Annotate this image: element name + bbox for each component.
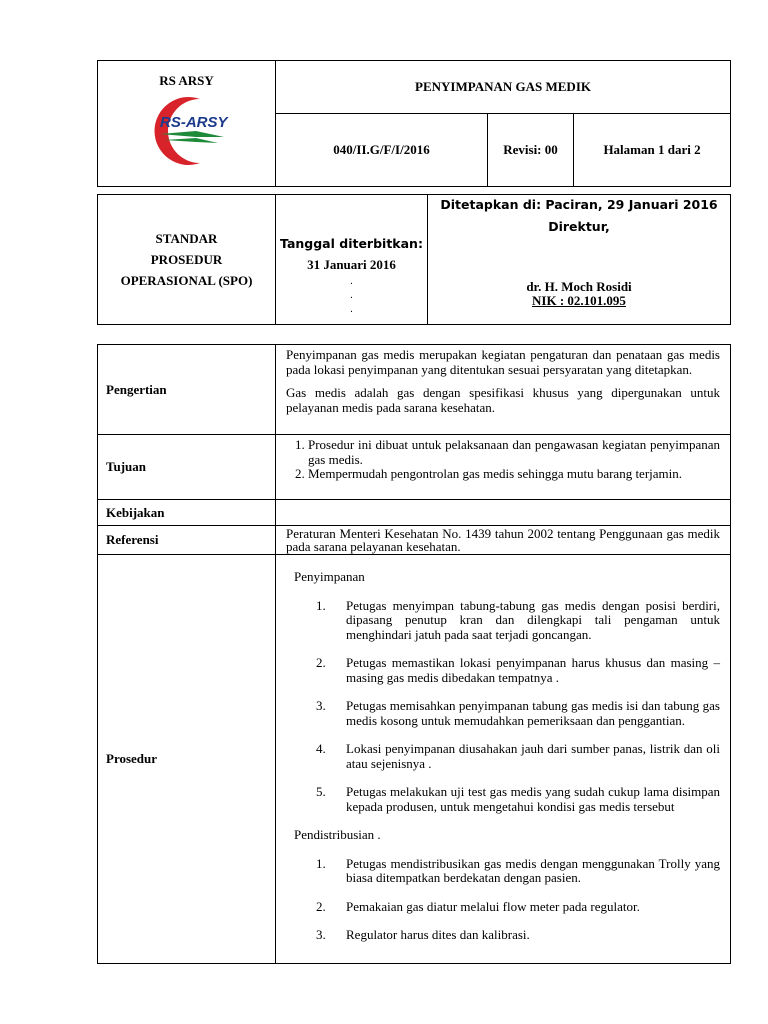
page-number: Halaman 1 dari 2	[574, 114, 731, 187]
pengertian-p1: Penyimpanan gas medis merupakan kegiatan pengaturan dan penataan gas medis pada lokasi penyimpanan yang ditentukan sesuai persyaratan yang ditetapkan.	[286, 347, 720, 377]
header-table	[97, 60, 731, 187]
label-kebijakan: Kebijakan	[98, 500, 276, 526]
label-tujuan: Tujuan	[98, 435, 276, 500]
issued-dot-3: .	[350, 304, 353, 315]
revision: Revisi: 00	[488, 114, 574, 187]
hospital-logo	[138, 93, 236, 169]
kebijakan-content	[276, 500, 731, 526]
storage-item-5: 5. Petugas melakukan uji test gas medis yang sudah cukup lama disimpan kepada produsen, untuk mengetahui kondisi gas medis tersebut	[316, 784, 720, 814]
logo-text: RS-ARSY	[159, 114, 228, 131]
distribution-item-3: 3. Regulator harus dites dan kalibrasi.	[316, 927, 530, 942]
content-table	[97, 344, 731, 964]
label-prosedur: Prosedur	[98, 555, 276, 964]
spo-line-3: OPERASIONAL (SPO)	[120, 273, 253, 288]
tujuan-item-1: 1. Prosedur ini dibuat untuk pelaksanaan dan pengawasan kegiatan penyimpanan gas medis.	[308, 438, 720, 467]
document-title: PENYIMPANAN GAS MEDIK	[276, 61, 731, 114]
label-pengertian: Pengertian	[98, 345, 276, 435]
issued-dot-2: .	[350, 290, 353, 301]
established-text: Ditetapkan di: Paciran, 29 Januari 2016	[440, 197, 718, 212]
tujuan-item-2: 2. Mempermudah pengontrolan gas medis sehingga mutu barang terjamin.	[308, 467, 720, 482]
row-pengertian	[98, 345, 731, 435]
storage-item-3: 3. Petugas memisahkan penyimpanan tabung gas medis isi dan tabung gas medis kosong untuk memudahkan pemeriksaan dan penggantian.	[316, 698, 720, 728]
distribution-item-2: 2. Pemakaian gas diatur melalui flow meter pada regulator.	[316, 898, 640, 914]
director-name: dr. H. Moch Rosidi	[526, 279, 632, 294]
prosedur-section-distribution: Pendistribusian .	[294, 827, 381, 842]
row-kebijakan	[98, 500, 731, 526]
approval-cell	[428, 195, 731, 325]
pengertian-p2: Gas medis adalah gas dengan spesifikasi khusus yang dipergunakan untuk pelayanan medis pada sarana kesehatan.	[286, 385, 720, 415]
issued-cell	[276, 195, 428, 325]
issued-dot-1: .	[350, 276, 353, 287]
storage-item-2: 2. Petugas memastikan lokasi penyimpanan harus khusus dan masing –masing gas medis dibedakan tempatnya .	[316, 655, 720, 685]
prosedur-section-storage: Penyimpanan	[294, 569, 365, 584]
referensi-content: Peraturan Menteri Kesehatan No. 1439 tahun 2002 tentang Penggunaan gas medik pada sarana pelayanan kesehatan.	[276, 526, 731, 555]
director-nik: NIK : 02.101.095	[532, 293, 626, 308]
label-referensi: Referensi	[98, 526, 276, 555]
storage-list	[294, 599, 720, 815]
distribution-list	[294, 857, 720, 943]
storage-item-4: 4. Lokasi penyimpanan diusahakan jauh dari sumber panas, listrik dan oli atau sejenisnya .	[316, 741, 720, 771]
storage-item-1: 1. Petugas menyimpan tabung-tabung gas medis dengan posisi berdiri, dipasang penutup kran dan dilengkapi tali pengaman untuk menghindari jatuh pada saat terjadi goncangan.	[316, 597, 720, 642]
tujuan-list	[286, 438, 720, 482]
director-title: Direktur,	[548, 219, 610, 234]
issued-label: Tanggal diterbitkan:	[280, 236, 423, 251]
distribution-item-1: 1. Petugas mendistribusikan gas medis dengan menggunakan Trolly yang biasa ditempatkan berdekatan dengan pasien.	[316, 855, 720, 885]
prosedur-content	[276, 555, 731, 964]
row-referensi	[98, 526, 731, 555]
spo-line-1: STANDAR	[155, 231, 218, 246]
spo-line-2: PROSEDUR	[150, 252, 223, 267]
issued-date: 31 Januari 2016	[307, 257, 396, 272]
row-tujuan	[98, 435, 731, 500]
tujuan-content	[276, 435, 731, 500]
pengertian-content	[276, 345, 731, 435]
row-prosedur	[98, 555, 731, 964]
document-number: 040/II.G/F/I/2016	[276, 114, 488, 187]
hospital-name: RS ARSY	[159, 73, 214, 88]
spo-table	[97, 194, 731, 325]
hospital-cell	[98, 61, 276, 187]
spo-cell	[98, 195, 276, 325]
